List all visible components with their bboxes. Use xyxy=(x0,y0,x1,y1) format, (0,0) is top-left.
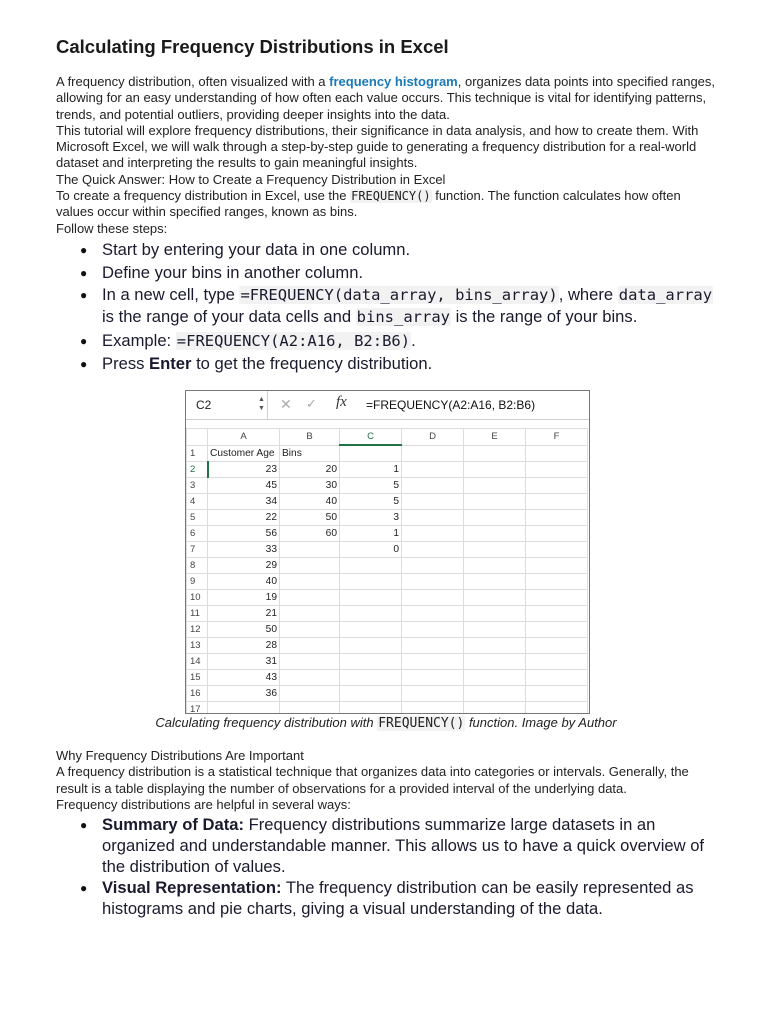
cell-f[interactable] xyxy=(526,686,588,702)
cell-e[interactable] xyxy=(464,686,526,702)
row-number[interactable]: 3 xyxy=(187,478,208,494)
intro-paragraph-3 xyxy=(56,188,716,221)
cell-f[interactable] xyxy=(526,478,588,494)
column-header[interactable]: D xyxy=(402,429,464,446)
cell-c[interactable] xyxy=(340,445,402,462)
cell-e[interactable] xyxy=(464,702,526,715)
cell-e[interactable] xyxy=(464,445,526,462)
p3-text-cont: function. The function calculates how often values occur within specified ranges, known as bins. xyxy=(56,188,681,220)
cell-a[interactable]: 21 xyxy=(208,606,280,622)
enter-key-text: Enter xyxy=(149,354,192,373)
cell-f[interactable] xyxy=(526,526,588,542)
cell-a[interactable]: 56 xyxy=(208,526,280,542)
p3-text: To create a frequency distribution in Excel, use the xyxy=(56,188,351,204)
table-row xyxy=(187,494,588,510)
step-4-text: Example: xyxy=(102,330,176,350)
cell-d[interactable] xyxy=(402,590,464,606)
cell-b[interactable]: 60 xyxy=(280,526,340,542)
page-title: Calculating Frequency Distributions in Excel xyxy=(56,36,449,57)
frequency-code: FREQUENCY() xyxy=(351,189,431,204)
why-section xyxy=(56,748,716,813)
name-box[interactable]: C2 xyxy=(186,391,268,419)
cell-c[interactable]: 1 xyxy=(340,462,402,478)
data-array-code: data_array xyxy=(618,286,713,304)
row-number[interactable]: 15 xyxy=(187,670,208,686)
cell-c[interactable]: 5 xyxy=(340,494,402,510)
cell-b[interactable]: Bins xyxy=(280,445,340,462)
cell-d[interactable] xyxy=(402,654,464,670)
cell-a[interactable]: 23 xyxy=(208,462,280,478)
row-number[interactable]: 8 xyxy=(187,558,208,574)
column-header[interactable]: F xyxy=(526,429,588,446)
table-row xyxy=(187,590,588,606)
cell-f[interactable] xyxy=(526,702,588,715)
spreadsheet-screenshot xyxy=(185,390,590,714)
table-row xyxy=(187,542,588,558)
list-item xyxy=(56,330,716,352)
cell-b[interactable]: 20 xyxy=(280,462,340,478)
cell-c[interactable]: 5 xyxy=(340,478,402,494)
row-number[interactable]: 13 xyxy=(187,638,208,654)
cell-e[interactable] xyxy=(464,654,526,670)
follow-steps-text: Follow these steps: xyxy=(56,220,168,236)
list-item xyxy=(56,353,716,374)
cell-d[interactable] xyxy=(402,702,464,715)
cell-e[interactable] xyxy=(464,542,526,558)
intro-paragraph-1 xyxy=(56,74,716,123)
cell-b[interactable]: 40 xyxy=(280,494,340,510)
cell-c[interactable]: 1 xyxy=(340,526,402,542)
cell-b[interactable] xyxy=(280,606,340,622)
formula-code: =FREQUENCY(data_array, bins_array) xyxy=(240,286,558,304)
cell-a[interactable]: 40 xyxy=(208,574,280,590)
cell-d[interactable] xyxy=(402,670,464,686)
cell-b[interactable] xyxy=(280,670,340,686)
cell-e[interactable] xyxy=(464,606,526,622)
step-1-text: Start by entering your data in one column. xyxy=(102,240,411,259)
cell-e[interactable] xyxy=(464,622,526,638)
row-number[interactable]: 17 xyxy=(187,702,208,715)
step-5-text: to get the frequency distribution. xyxy=(191,354,433,373)
function-icon[interactable]: fx xyxy=(336,394,347,410)
row-number[interactable]: 10 xyxy=(187,590,208,606)
cell-b[interactable] xyxy=(280,574,340,590)
row-number[interactable]: 2 xyxy=(187,462,208,478)
table-row xyxy=(187,574,588,590)
cell-b[interactable]: 30 xyxy=(280,478,340,494)
table-row xyxy=(187,638,588,654)
frequency-histogram-link[interactable]: frequency histogram xyxy=(329,74,458,89)
column-header[interactable]: E xyxy=(464,429,526,446)
image-caption xyxy=(56,715,716,731)
cell-c[interactable] xyxy=(340,590,402,606)
cell-b[interactable] xyxy=(280,622,340,638)
benefit-1-title: Summary of Data: xyxy=(102,815,245,834)
row-number[interactable]: 16 xyxy=(187,686,208,702)
cell-c[interactable] xyxy=(340,638,402,654)
cell-d[interactable] xyxy=(402,558,464,574)
step-2-text: Define your bins in another column. xyxy=(102,262,364,282)
cell-a[interactable] xyxy=(208,702,280,715)
cell-f[interactable] xyxy=(526,558,588,574)
table-row xyxy=(187,462,588,478)
cell-e[interactable] xyxy=(464,462,526,478)
cell-c[interactable] xyxy=(340,654,402,670)
cell-e[interactable] xyxy=(464,638,526,654)
cell-d[interactable] xyxy=(402,542,464,558)
cell-f[interactable] xyxy=(526,494,588,510)
cell-b[interactable] xyxy=(280,542,340,558)
cell-f[interactable] xyxy=(526,462,588,478)
step-4-text: . xyxy=(411,330,416,350)
sheet-body xyxy=(187,445,588,714)
cell-d[interactable] xyxy=(402,686,464,702)
cell-d[interactable] xyxy=(402,574,464,590)
cell-c[interactable] xyxy=(340,606,402,622)
cell-e[interactable] xyxy=(464,494,526,510)
cell-a[interactable]: 34 xyxy=(208,494,280,510)
cell-b[interactable] xyxy=(280,590,340,606)
cell-e[interactable] xyxy=(464,526,526,542)
cell-d[interactable] xyxy=(402,445,464,462)
chevron-up-icon[interactable]: ▲ xyxy=(258,396,265,403)
cell-c[interactable] xyxy=(340,702,402,715)
cell-e[interactable] xyxy=(464,478,526,494)
cell-c[interactable] xyxy=(340,558,402,574)
caption-text: Calculating frequency distribution with xyxy=(155,715,378,730)
table-row xyxy=(187,702,588,715)
cell-d[interactable] xyxy=(402,526,464,542)
cell-b[interactable] xyxy=(280,702,340,715)
step-3-text: In a new cell, type xyxy=(102,285,240,304)
cell-f[interactable] xyxy=(526,606,588,622)
caption-code: FREQUENCY() xyxy=(378,716,465,731)
check-icon[interactable]: ✓ xyxy=(306,396,317,411)
formula-bar xyxy=(186,391,589,420)
intro-section xyxy=(56,74,716,237)
cell-a[interactable]: 50 xyxy=(208,622,280,638)
cell-a[interactable]: 31 xyxy=(208,654,280,670)
cell-f[interactable] xyxy=(526,510,588,526)
row-number[interactable]: 14 xyxy=(187,654,208,670)
cell-a[interactable]: 36 xyxy=(208,686,280,702)
table-row xyxy=(187,510,588,526)
list-item xyxy=(56,262,716,283)
cell-c[interactable] xyxy=(340,574,402,590)
corner-cell[interactable] xyxy=(187,429,208,446)
quick-answer-heading: The Quick Answer: How to Create a Frequency Distribution in Excel xyxy=(56,171,446,187)
cell-f[interactable] xyxy=(526,574,588,590)
column-header[interactable]: C xyxy=(340,429,402,446)
table-row xyxy=(187,606,588,622)
name-box-spinner[interactable] xyxy=(258,395,265,413)
cell-a[interactable]: 29 xyxy=(208,558,280,574)
cell-f[interactable] xyxy=(526,590,588,606)
cell-b[interactable]: 50 xyxy=(280,510,340,526)
cell-a[interactable]: Customer Age xyxy=(208,445,280,462)
cell-c[interactable] xyxy=(340,622,402,638)
row-number[interactable]: 7 xyxy=(187,542,208,558)
step-5-text: Press xyxy=(102,354,150,373)
row-number[interactable]: 1 xyxy=(187,445,208,462)
cell-f[interactable] xyxy=(526,622,588,638)
column-header[interactable]: A xyxy=(208,429,280,446)
caption-text-cont: function. Image by Author xyxy=(465,715,617,730)
list-item xyxy=(56,814,716,877)
cell-e[interactable] xyxy=(464,510,526,526)
cell-d[interactable] xyxy=(402,494,464,510)
example-code: =FREQUENCY(A2:A16, B2:B6) xyxy=(176,331,411,350)
benefit-2-text: The frequency distribution can be easily represented as histograms and pie charts, giving a visual understanding of the data. xyxy=(102,878,694,918)
cell-a[interactable]: 19 xyxy=(208,590,280,606)
table-row xyxy=(187,686,588,702)
cell-d[interactable] xyxy=(402,638,464,654)
row-number[interactable]: 12 xyxy=(187,622,208,638)
cell-f[interactable] xyxy=(526,670,588,686)
cell-a[interactable]: 28 xyxy=(208,638,280,654)
cell-b[interactable] xyxy=(280,686,340,702)
step-3-text: is the range of your bins. xyxy=(451,307,638,326)
table-row xyxy=(187,445,588,462)
row-number[interactable]: 5 xyxy=(187,510,208,526)
row-number[interactable]: 4 xyxy=(187,494,208,510)
table-row xyxy=(187,478,588,494)
benefit-2-title: Visual Representation: xyxy=(102,878,282,897)
cell-c[interactable]: 0 xyxy=(340,542,402,558)
cell-a[interactable]: 45 xyxy=(208,478,280,494)
cell-f[interactable] xyxy=(526,638,588,654)
row-number[interactable]: 6 xyxy=(187,526,208,542)
cell-e[interactable] xyxy=(464,558,526,574)
cell-f[interactable] xyxy=(526,654,588,670)
column-header-row xyxy=(187,429,588,446)
list-item xyxy=(56,239,716,260)
table-row xyxy=(187,526,588,542)
why-paragraph-1: A frequency distribution is a statistical technique that organizes data into categories or intervals. Generally, the result is a table displaying the number of observations for a provided interval of the underlying data. xyxy=(56,764,689,796)
cell-d[interactable] xyxy=(402,510,464,526)
column-header[interactable]: B xyxy=(280,429,340,446)
cell-c[interactable]: 3 xyxy=(340,510,402,526)
steps-list xyxy=(56,239,716,376)
cancel-icon[interactable]: ✕ xyxy=(280,396,292,412)
intro-paragraph-2: This tutorial will explore frequency distributions, their significance in data analysis, and how to create them. With Microsoft Excel, we will walk through a step-by-step guide to generating a frequency distribution for a real-world dataset and interpreting the results to gain meaningful insights. xyxy=(56,122,699,171)
cell-b[interactable] xyxy=(280,558,340,574)
table-row xyxy=(187,622,588,638)
row-number[interactable]: 11 xyxy=(187,606,208,622)
list-item xyxy=(56,877,716,919)
cell-c[interactable] xyxy=(340,670,402,686)
cell-d[interactable] xyxy=(402,462,464,478)
cell-a[interactable]: 33 xyxy=(208,542,280,558)
chevron-down-icon[interactable]: ▼ xyxy=(258,405,265,412)
table-row xyxy=(187,558,588,574)
cell-b[interactable] xyxy=(280,638,340,654)
cell-d[interactable] xyxy=(402,622,464,638)
bins-array-code: bins_array xyxy=(356,308,450,326)
cell-c[interactable] xyxy=(340,686,402,702)
benefit-1-text: Frequency distributions summarize large datasets in an organized and understandable manner. This allows us to have a quick overview of the distribution of values. xyxy=(102,815,705,876)
cell-e[interactable] xyxy=(464,574,526,590)
step-3-text: is the range of your data cells and xyxy=(102,307,356,326)
cell-f[interactable] xyxy=(526,542,588,558)
why-heading: Why Frequency Distributions Are Important xyxy=(56,748,304,763)
cell-f[interactable] xyxy=(526,445,588,462)
list-item xyxy=(56,284,716,328)
cell-d[interactable] xyxy=(402,478,464,494)
cell-a[interactable]: 43 xyxy=(208,670,280,686)
sheet-grid xyxy=(186,428,588,714)
table-row xyxy=(187,670,588,686)
cell-a[interactable]: 22 xyxy=(208,510,280,526)
cell-e[interactable] xyxy=(464,670,526,686)
intro-text-cont: , organizes data points into specified ranges, allowing for an easy understanding of how often each value occurs. This technique is vital for identifying patterns, trends, and potential outliers, providing deeper insights into the data. xyxy=(56,74,716,122)
cell-e[interactable] xyxy=(464,590,526,606)
cell-b[interactable] xyxy=(280,654,340,670)
benefits-list xyxy=(56,814,716,919)
table-row xyxy=(187,654,588,670)
cell-d[interactable] xyxy=(402,606,464,622)
why-paragraph-2: Frequency distributions are helpful in several ways: xyxy=(56,796,351,812)
step-3-text: , where xyxy=(558,285,618,304)
row-number[interactable]: 9 xyxy=(187,574,208,590)
formula-input[interactable]: =FREQUENCY(A2:A16, B2:B6) xyxy=(366,398,536,412)
intro-text: A frequency distribution, often visualized with a xyxy=(56,74,330,89)
